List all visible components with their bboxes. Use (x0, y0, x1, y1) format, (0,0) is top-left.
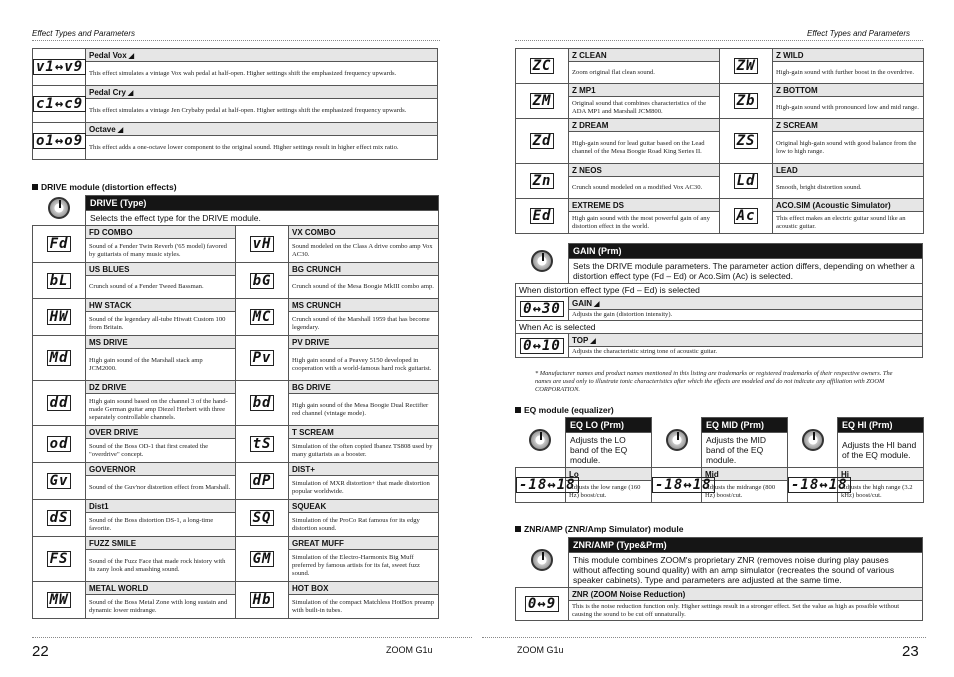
lcd-display: bL (33, 263, 86, 299)
right-page (477, 0, 954, 677)
lcd-display: vH (236, 226, 289, 263)
when-fd: When distortion effect type (Fd – Ed) is selected (516, 284, 923, 297)
lcd-display: tS (236, 426, 289, 463)
effect-desc: Simulation of the Electro-Harmonix Big Muff preferred by famous artists for its fat, sweet fuzz sound. (289, 550, 439, 582)
eq-desc: Adjusts the MID band of the EQ module. (702, 433, 788, 468)
gain-table (515, 243, 923, 358)
drive-section-title: DRIVE module (distortion effects) (32, 182, 177, 192)
left-page-number: 22 (32, 643, 49, 660)
knob-icon (48, 197, 70, 219)
lcd-display: MW (33, 582, 86, 619)
lcd-display: Ld (720, 164, 773, 199)
gain-lcd: 0↔30 (516, 297, 569, 321)
eq-param: Adjusts the high range (3.2 kHz) boost/cut. (838, 481, 924, 503)
effect-desc: High gain sound based on the channel 3 of the hand-made German guitar amp Diezel Herbert with three separately controllable channels. (86, 394, 236, 426)
lcd-display: Zn (516, 164, 569, 199)
effect-desc: This effect adds a one-octave lower component to the original sound. Higher settings result in higher effect mix ratio. (86, 136, 438, 160)
effect-name: FUZZ SMILE (86, 537, 236, 550)
pedal-icon: ◢ (127, 89, 134, 97)
lcd-display: dS (33, 500, 86, 537)
znr-section-title: ZNR/AMP (ZNR/Amp Simulator) module (515, 524, 683, 534)
effect-desc: Sound of the legendary all-tube Hiwatt Custom 100 from Britain. (86, 312, 236, 336)
effect-name: MS DRIVE (86, 336, 236, 349)
left-header-rule (32, 40, 440, 41)
eq-section-title: EQ module (equalizer) (515, 405, 614, 415)
effect-desc: Sound of the Fuzz Face that made rock history with its zany look and smashing sound. (86, 550, 236, 582)
lcd-display: od (33, 426, 86, 463)
lcd-display: Pv (236, 336, 289, 381)
effect-desc: This effect simulates a vintage Jen Crybaby pedal at half-open. Higher settings shift the emphasized frequency upwards. (86, 99, 438, 123)
lcd-display: SQ (236, 500, 289, 537)
effect-name: Z BOTTOM (773, 84, 924, 97)
effect-name: Dist1 (86, 500, 236, 513)
effect-name: Pedal Cry ◢ (86, 86, 438, 99)
right-brand: ZOOM G1u (517, 645, 564, 655)
lcd-display: Gv (33, 463, 86, 500)
effect-name: ACO.SIM (Acoustic Simulator) (773, 199, 924, 212)
effect-name: DZ DRIVE (86, 381, 236, 394)
effect-desc: High gain sound of a Peavey 5150 developed in cooperation with a world-famous hard rock guitarist. (289, 349, 439, 381)
lcd-display: bd (236, 381, 289, 426)
effect-desc: This effect simulates a vintage Vox wah pedal at half-open. Higher settings shift the emphasized frequency upwards. (86, 62, 438, 86)
effect-desc: High gain sound of the Marshall stack amp JCM2000. (86, 349, 236, 381)
lcd-display: ZM (516, 84, 569, 119)
eq-desc: Adjusts the LO band of the EQ module. (566, 433, 652, 468)
pedal-table (32, 48, 438, 160)
effect-desc: Original sound that combines characteristics of the ADA MP1 and Marshall JCM800. (569, 97, 720, 119)
effect-desc: High-gain sound for lead guitar based on the Lead channel of the Mesa Boogie Road King Series II. (569, 132, 720, 164)
effect-name: Z CLEAN (569, 49, 720, 62)
effect-desc: Crunch sound of the Marshall 1959 that has become legendary. (289, 312, 439, 336)
effect-name: BG CRUNCH (289, 263, 439, 276)
eq-knob (788, 418, 838, 468)
eq-param: Adjusts the midrange (800 Hz) boost/cut. (702, 481, 788, 503)
eq-sub: Mid (702, 468, 788, 481)
lcd-display: -18↔18 (516, 468, 566, 503)
effect-name: Octave ◢ (86, 123, 438, 136)
lcd-display: Ac (720, 199, 773, 234)
znr-desc: This module combines ZOOM's proprietary ZNR (removes noise during play pauses without affecting sound quality) with an amp simulator (recreates the sound of various speaker cabinets). Type and parameters are adjusted at the same time. (569, 553, 923, 588)
znr-lcd: 0↔9 (516, 588, 569, 621)
effect-name: Z SCREAM (773, 119, 924, 132)
effect-desc: High-gain sound with pronounced low and mid range. (773, 97, 924, 119)
eq-title: EQ LO (Prm) (566, 418, 652, 433)
trademark-note: * Manufacturer names and product names mentioned in this listing are trademarks or registered trademarks of their respective owners. The names are used only to illustrate tonic characteristics after which the effects are modeled and do not indicate any affiliation with ZOOM CORPORATION. (535, 370, 893, 393)
eq-sub: Hi (838, 468, 924, 481)
effect-desc: Sound of the Boss OD-1 that first created the "overdrive" concept. (86, 439, 236, 463)
effect-desc: Crunch sound modeled on a modified Vox AC30. (569, 177, 720, 199)
effect-name: Z NEOS (569, 164, 720, 177)
lcd-display: c1↔c9 (33, 86, 86, 123)
lcd-display: ZS (720, 119, 773, 164)
effect-desc: Smooth, bright distortion sound. (773, 177, 924, 199)
effect-name: VX COMBO (289, 226, 439, 239)
lcd-display: Md (33, 336, 86, 381)
effect-name: T SCREAM (289, 426, 439, 439)
effect-name: GREAT MUFF (289, 537, 439, 550)
drive-subtitle: Selects the effect type for the DRIVE module. (86, 211, 439, 226)
lcd-display: v1↔v9 (33, 49, 86, 86)
pedal-icon: ◢ (594, 300, 600, 308)
when-ac: When Ac is selected (516, 321, 923, 334)
pedal-icon: ◢ (590, 337, 596, 345)
effect-desc: Original high-gain sound with good balance from the low to high range. (773, 132, 924, 164)
effect-desc: This effect makes an electric guitar sound like an acoustic guitar. (773, 212, 924, 234)
effect-desc: Zoom original flat clean sound. (569, 62, 720, 84)
effect-name: PV DRIVE (289, 336, 439, 349)
effect-name: US BLUES (86, 263, 236, 276)
effect-desc: Crunch sound of a Fender Tweed Bassman. (86, 276, 236, 299)
lcd-display: ZW (720, 49, 773, 84)
effect-name: GOVERNOR (86, 463, 236, 476)
gain-param: Adjusts the gain (distortion intensity). (569, 310, 923, 321)
effect-desc: Sound of the Boss distortion DS-1, a long-time favorite. (86, 513, 236, 537)
effect-name: LEAD (773, 164, 924, 177)
top-name: TOP ◢ (569, 334, 923, 347)
effect-name: Z DREAM (569, 119, 720, 132)
left-header: Effect Types and Parameters (32, 29, 136, 38)
effect-name: DIST+ (289, 463, 439, 476)
lcd-display: ZC (516, 49, 569, 84)
znr-sub: ZNR (ZOOM Noise Reduction) (569, 588, 923, 601)
knob-icon (531, 250, 553, 272)
effect-name: Pedal Vox ◢ (86, 49, 438, 62)
effect-desc: Simulation of the compact Matchless HotBox preamp with built-in tubes. (289, 595, 439, 619)
znr-knob (516, 538, 569, 588)
left-brand: ZOOM G1u (386, 645, 433, 655)
znr-table (515, 537, 923, 621)
lcd-display: HW (33, 299, 86, 336)
effect-desc: Simulation of MXR distortion+ that made distortion popular worldwide. (289, 476, 439, 500)
effect-name: BG DRIVE (289, 381, 439, 394)
drive-knob (33, 196, 86, 226)
effect-name: HW STACK (86, 299, 236, 312)
effect-desc: High gain sound of the Mesa Boogie Dual Rectifier red channel (vintage mode). (289, 394, 439, 426)
right-footer-rule (482, 637, 926, 638)
right-header: Effect Types and Parameters (807, 29, 911, 38)
effect-name: OVER DRIVE (86, 426, 236, 439)
knob-icon (666, 429, 688, 451)
eq-knob (652, 418, 702, 468)
eq-table (515, 417, 924, 503)
right-header-rule (515, 40, 923, 41)
effect-desc: Crunch sound of the Mesa Boogie MkIII combo amp. (289, 276, 439, 299)
effect-desc: High-gain sound with further boost in the overdrive. (773, 62, 924, 84)
effect-desc: Sound of a Fender Twin Reverb ('65 model) favored by guitarists of many music styles. (86, 239, 236, 263)
lcd-display: GM (236, 537, 289, 582)
left-footer-rule (32, 637, 472, 638)
lcd-display: bG (236, 263, 289, 299)
lcd-display: o1↔o9 (33, 123, 86, 160)
lcd-display: FS (33, 537, 86, 582)
gain-desc: Sets the DRIVE module parameters. The parameter action differs, depending on whether a distortion effect type (Fd – Ed) or Aco.Sim (Ac) is selected. (569, 259, 923, 284)
znr-title: ZNR/AMP (Type&Prm) (569, 538, 923, 553)
gain-knob (516, 244, 569, 284)
effect-desc: Simulation of the often copied Ibanez TS808 used by many guitarists as a booster. (289, 439, 439, 463)
eq-title: EQ MID (Prm) (702, 418, 788, 433)
lcd-display: Zb (720, 84, 773, 119)
effect-desc: Simulation of the ProCo Rat famous for its edgy distortion sound. (289, 513, 439, 537)
eq-sub: Lo (566, 468, 652, 481)
gain-name: GAIN ◢ (569, 297, 923, 310)
eq-knob (516, 418, 566, 468)
pedal-icon: ◢ (117, 126, 124, 134)
effect-name: EXTREME DS (569, 199, 720, 212)
effect-desc: Sound of the Guv'nor distortion effect from Marshall. (86, 476, 236, 500)
znr-param: This is the noise reduction function only. Higher settings result in a stronger effect. Set the value as high as possible without causing the sound to be cut off unnaturally. (569, 601, 923, 621)
effect-name: Z WILD (773, 49, 924, 62)
z-table (515, 48, 924, 234)
effect-desc: Sound of the Boss Metal Zone with long sustain and dynamic lower midrange. (86, 595, 236, 619)
drive-table (32, 195, 439, 619)
effect-desc: High gain sound with the most powerful gain of any distortion effect in the world. (569, 212, 720, 234)
knob-icon (529, 429, 551, 451)
right-page-number: 23 (902, 643, 919, 660)
effect-name: Z MP1 (569, 84, 720, 97)
lcd-display: Fd (33, 226, 86, 263)
effect-name: METAL WORLD (86, 582, 236, 595)
effect-desc: Sound modeled on the Class A drive combo amp Vox AC30. (289, 239, 439, 263)
lcd-display: dP (236, 463, 289, 500)
pedal-icon: ◢ (128, 52, 135, 60)
effect-name: FD COMBO (86, 226, 236, 239)
eq-desc: Adjusts the HI band of the EQ module. (838, 433, 924, 468)
lcd-display: MC (236, 299, 289, 336)
effect-name: MS CRUNCH (289, 299, 439, 312)
eq-title: EQ HI (Prm) (838, 418, 924, 433)
top-lcd: 0↔10 (516, 334, 569, 358)
lcd-display: dd (33, 381, 86, 426)
knob-icon (802, 429, 824, 451)
lcd-display: -18↔18 (788, 468, 838, 503)
eq-param: Adjusts the low range (160 Hz) boost/cut. (566, 481, 652, 503)
drive-title: DRIVE (Type) (86, 196, 439, 211)
gain-title: GAIN (Prm) (569, 244, 923, 259)
lcd-display: Ed (516, 199, 569, 234)
knob-icon (531, 549, 553, 571)
lcd-display: -18↔18 (652, 468, 702, 503)
effect-name: HOT BOX (289, 582, 439, 595)
effect-name: SQUEAK (289, 500, 439, 513)
top-param: Adjusts the characteristic string tone of acoustic guitar. (569, 347, 923, 358)
lcd-display: Hb (236, 582, 289, 619)
lcd-display: Zd (516, 119, 569, 164)
